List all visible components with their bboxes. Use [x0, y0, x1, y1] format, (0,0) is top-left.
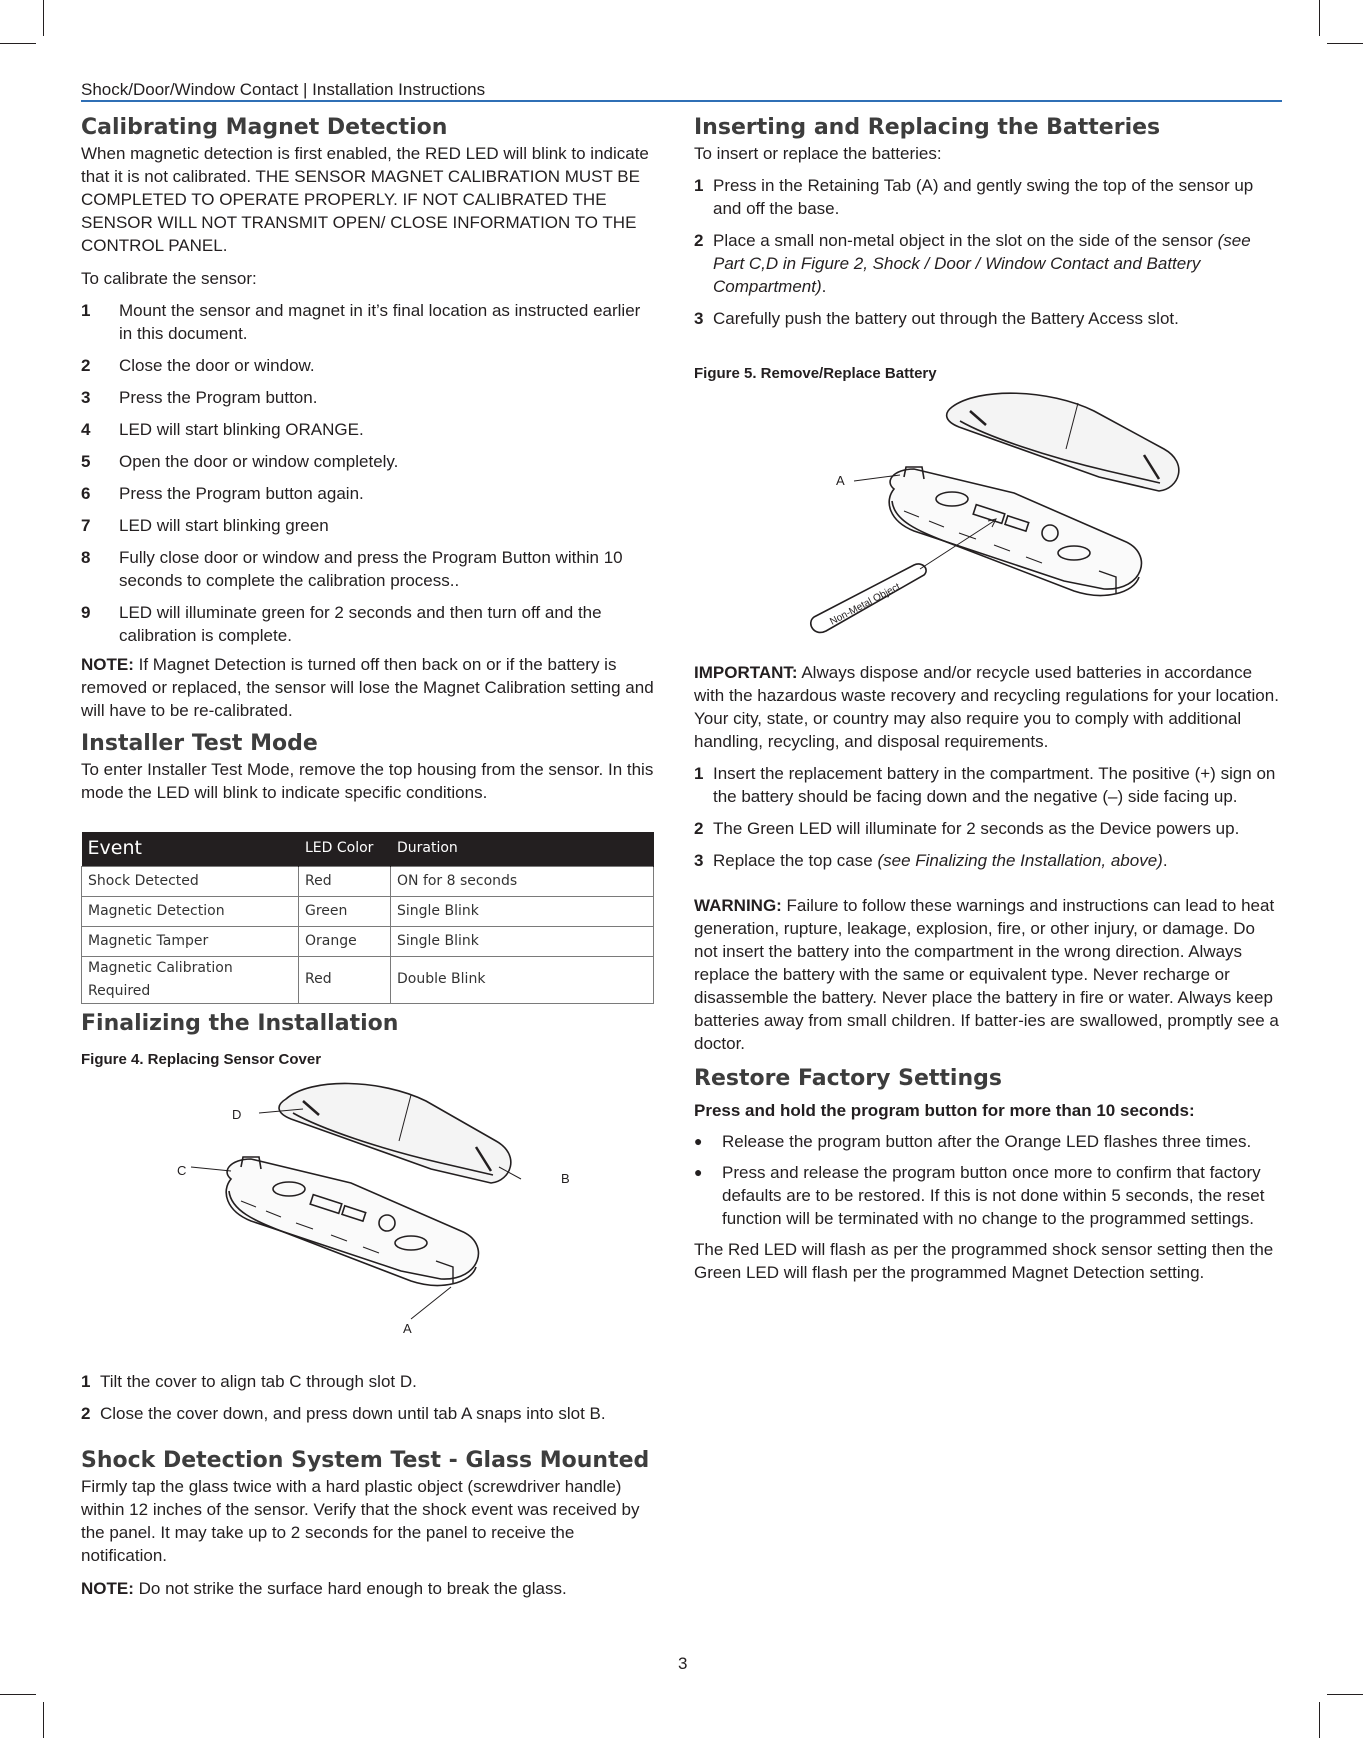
- shock-test-heading: Shock Detection System Test - Glass Mounted: [81, 1447, 650, 1473]
- step-text: Open the door or window completely.: [119, 452, 399, 471]
- sensor-cover-illustration: [81, 1071, 654, 1361]
- list-item: [81, 601, 654, 647]
- step-number: 2: [81, 356, 91, 375]
- step-text: Carefully push the battery out through the Battery Access slot.: [713, 309, 1179, 328]
- crop-mark: [1319, 1702, 1320, 1738]
- warning-notice: [694, 894, 1282, 1055]
- step-number: 4: [81, 420, 91, 439]
- step-text: Press the Program button.: [119, 388, 318, 407]
- table-cell: ON for 8 seconds: [391, 866, 654, 896]
- column-header: Duration: [391, 832, 654, 866]
- page-number: 3: [678, 1654, 688, 1673]
- step-text: Close the door or window.: [119, 356, 315, 375]
- list-item: [81, 354, 654, 377]
- non-metal-object-label: Non-Metal Object: [828, 581, 903, 628]
- table-row: [82, 926, 654, 956]
- left-column: [81, 114, 654, 1600]
- column-header: Event: [82, 832, 299, 866]
- step-text: LED will illuminate green for 2 seconds and then turn off and the calibration is complete.: [119, 603, 602, 645]
- step-text: Insert the replacement battery in the compartment. The positive (+) sign on the battery should be facing down and the negative (–) side facing up.: [713, 764, 1276, 806]
- note-label: NOTE:: [81, 655, 134, 674]
- step-number: 3: [81, 388, 91, 407]
- step-number: 1: [694, 176, 704, 195]
- list-item: [81, 1370, 654, 1393]
- step-text-main: Replace the top case: [713, 851, 878, 870]
- list-item: [81, 418, 654, 441]
- crop-mark: [43, 0, 44, 36]
- table-header-row: [82, 832, 654, 866]
- list-item: [694, 307, 1282, 330]
- step-text: The Green LED will illuminate for 2 seconds as the Device powers up.: [713, 819, 1240, 838]
- table-cell: Green: [299, 896, 391, 926]
- step-reference: (see Part C,D in Figure 2, Shock / Door / Window Contact and Battery Compartment): [713, 231, 1251, 296]
- bullet-text: Press and release the program button once more to confirm that factory defaults are to be restored. If this is not done within 5 seconds, the reset function will be terminated with no change to the programmed settings.: [722, 1163, 1265, 1228]
- step-number: 3: [694, 309, 704, 328]
- list-item: [81, 386, 654, 409]
- step-text: LED will start blinking green: [119, 516, 329, 535]
- finalizing-heading: Finalizing the Installation: [81, 1010, 399, 1036]
- step-text: [713, 849, 1282, 872]
- important-notice: [694, 661, 1282, 753]
- step-number: 5: [81, 452, 91, 471]
- step-text-end: .: [1162, 851, 1168, 870]
- calibration-steps: [81, 299, 654, 647]
- crop-mark: [1327, 1694, 1363, 1695]
- calibration-note: [81, 653, 654, 722]
- step-text: Mount the sensor and magnet in it’s final location as instructed earlier in this document.: [119, 301, 641, 343]
- important-text: Always dispose and/or recycle used batteries in accordance with the hazardous waste recovery and recycling regulations for your location. Your city, state, or country may also require you to comply with additional handling, recycling, and disposal requirements.: [694, 663, 1279, 751]
- list-item: [694, 229, 1282, 298]
- step-number: 7: [81, 516, 91, 535]
- list-item: [81, 482, 654, 505]
- table-cell: Magnetic Calibration Required: [82, 956, 299, 1003]
- note-text: If Magnet Detection is turned off then back on or if the battery is removed or replaced, the sensor will lose the Magnet Calibration setting and will have to be re-calibrated.: [81, 655, 654, 720]
- calibrating-intro: When magnetic detection is first enabled, the RED LED will blink to indicate that it is not calibrated. THE SENSOR MAGNET CALIBRATION MUST BE COMPLETED TO OPERATE PROPERLY. IF NOT CALIBRATED THE SENSOR WILL NOT TRANSMIT OPEN/ CLOSE INFORMATION TO THE CONTROL PANEL.: [81, 144, 649, 255]
- step-text: Press in the Retaining Tab (A) and gently swing the top of the sensor up and off the base.: [713, 176, 1254, 218]
- table-cell: Magnetic Detection: [82, 896, 299, 926]
- note-label: NOTE:: [81, 1578, 134, 1598]
- table-cell: Single Blink: [391, 896, 654, 926]
- step-text: Fully close door or window and press the Program Button within 10 seconds to complete the calibration process..: [119, 548, 623, 590]
- list-item: [81, 514, 654, 537]
- list-item: [81, 1402, 654, 1425]
- batteries-heading: Inserting and Replacing the Batteries: [694, 115, 1161, 140]
- crop-mark: [1327, 43, 1363, 44]
- label-d: D: [232, 1106, 242, 1122]
- step-number: 3: [694, 851, 704, 870]
- step-text: Tilt the cover to align tab C through slot D.: [100, 1371, 417, 1391]
- installer-test-heading: Installer Test Mode: [81, 731, 318, 756]
- table-row: [82, 896, 654, 926]
- label-a: A: [836, 473, 845, 488]
- calibrate-lead: To calibrate the sensor:: [81, 269, 257, 288]
- step-number: 1: [81, 301, 91, 320]
- list-item: [81, 546, 654, 592]
- table-row: [82, 956, 654, 1003]
- figure-5-caption: Figure 5. Remove/Replace Battery: [694, 365, 937, 382]
- right-column: [694, 114, 1282, 1284]
- crop-mark: [43, 1702, 44, 1738]
- battery-replacement-illustration: [694, 385, 1282, 647]
- shock-test-note: [81, 1577, 654, 1600]
- crop-mark: [0, 1694, 36, 1695]
- list-item: [694, 817, 1282, 840]
- battery-removal-steps: [694, 174, 1282, 330]
- figure-4-caption: Figure 4. Replacing Sensor Cover: [81, 1050, 322, 1068]
- step-text: Close the cover down, and press down until tab A snaps into slot B.: [100, 1403, 606, 1423]
- label-a: A: [403, 1320, 412, 1336]
- step-number: 9: [81, 603, 91, 622]
- step-number: 1: [694, 764, 704, 783]
- step-number: 6: [81, 484, 91, 503]
- factory-settings-bullets: [694, 1130, 1282, 1230]
- running-header: Shock/Door/Window Contact | Installation Instructions: [81, 80, 486, 99]
- table-cell: Red: [299, 866, 391, 896]
- label-c: C: [177, 1162, 187, 1178]
- step-number: 1: [81, 1371, 91, 1391]
- list-item: [694, 1130, 1282, 1153]
- factory-settings-heading: Restore Factory Settings: [694, 1066, 1002, 1091]
- step-text-main: Place a small non-metal object in the slot on the side of the sensor: [713, 231, 1218, 250]
- header-rule: [81, 100, 1282, 102]
- table-cell: Orange: [299, 926, 391, 956]
- list-item: [694, 174, 1282, 220]
- crop-mark: [1319, 0, 1320, 36]
- factory-settings-closing: The Red LED will flash as per the programmed shock sensor setting then the Green LED will flash per the programmed Magnet Detection setting.: [694, 1240, 1274, 1282]
- step-text-end: .: [821, 277, 827, 296]
- bullet-text: Release the program button after the Orange LED flashes three times.: [722, 1132, 1252, 1151]
- list-item: [694, 1161, 1282, 1230]
- step-text: LED will start blinking ORANGE.: [119, 420, 364, 439]
- important-label: IMPORTANT:: [694, 663, 798, 682]
- table-cell: Single Blink: [391, 926, 654, 956]
- event-table: [81, 832, 654, 1004]
- table-row: [82, 866, 654, 896]
- table-cell: Magnetic Tamper: [82, 926, 299, 956]
- label-b: B: [561, 1170, 570, 1186]
- bullet-icon: ●: [694, 1133, 703, 1149]
- step-reference: (see Finalizing the Installation, above): [877, 851, 1163, 870]
- step-number: 2: [694, 819, 704, 838]
- table-cell: Shock Detected: [82, 866, 299, 896]
- shock-test-text: Firmly tap the glass twice with a hard plastic object (screwdriver handle) within 12 inches of the sensor. Verify that the shock event was received by the panel. It may take up to 2 seconds for the panel to receive the notification.: [81, 1476, 640, 1565]
- crop-mark: [0, 43, 36, 44]
- step-text: Press the Program button again.: [119, 484, 364, 503]
- finalizing-steps: [81, 1370, 654, 1425]
- warning-text: Failure to follow these warnings and instructions can lead to heat generation, rupture, leakage, explosion, fire, or other injury, or damage. Do not insert the battery into the compartment in the wrong direction. Always replace the battery with the same or equivalent type. Never recharge or disassemble the battery. Never place the battery in fire or water. Always keep batteries away from small children. If batter-ies are swallowed, promptly see a doctor.: [694, 896, 1279, 1053]
- list-item: [694, 849, 1282, 872]
- column-header: LED Color: [299, 832, 391, 866]
- step-number: 2: [81, 1403, 91, 1423]
- step-number: 8: [81, 548, 91, 567]
- battery-install-steps: [694, 762, 1282, 872]
- table-cell: Red: [299, 956, 391, 1003]
- calibrating-heading: Calibrating Magnet Detection: [81, 115, 448, 140]
- list-item: [81, 299, 654, 345]
- batteries-lead: To insert or replace the batteries:: [694, 144, 942, 163]
- factory-settings-lead: Press and hold the program button for more than 10 seconds:: [694, 1101, 1195, 1120]
- table-cell: Double Blink: [391, 956, 654, 1003]
- bullet-icon: ●: [694, 1164, 703, 1180]
- note-text: Do not strike the surface hard enough to break the glass.: [133, 1578, 567, 1598]
- installer-test-text: To enter Installer Test Mode, remove the top housing from the sensor. In this mode the LED will blink to indicate specific conditions.: [81, 760, 654, 802]
- step-text: [713, 229, 1282, 298]
- list-item: [81, 450, 654, 473]
- warning-label: WARNING:: [694, 896, 782, 915]
- list-item: [694, 762, 1282, 808]
- step-number: 2: [694, 231, 704, 250]
